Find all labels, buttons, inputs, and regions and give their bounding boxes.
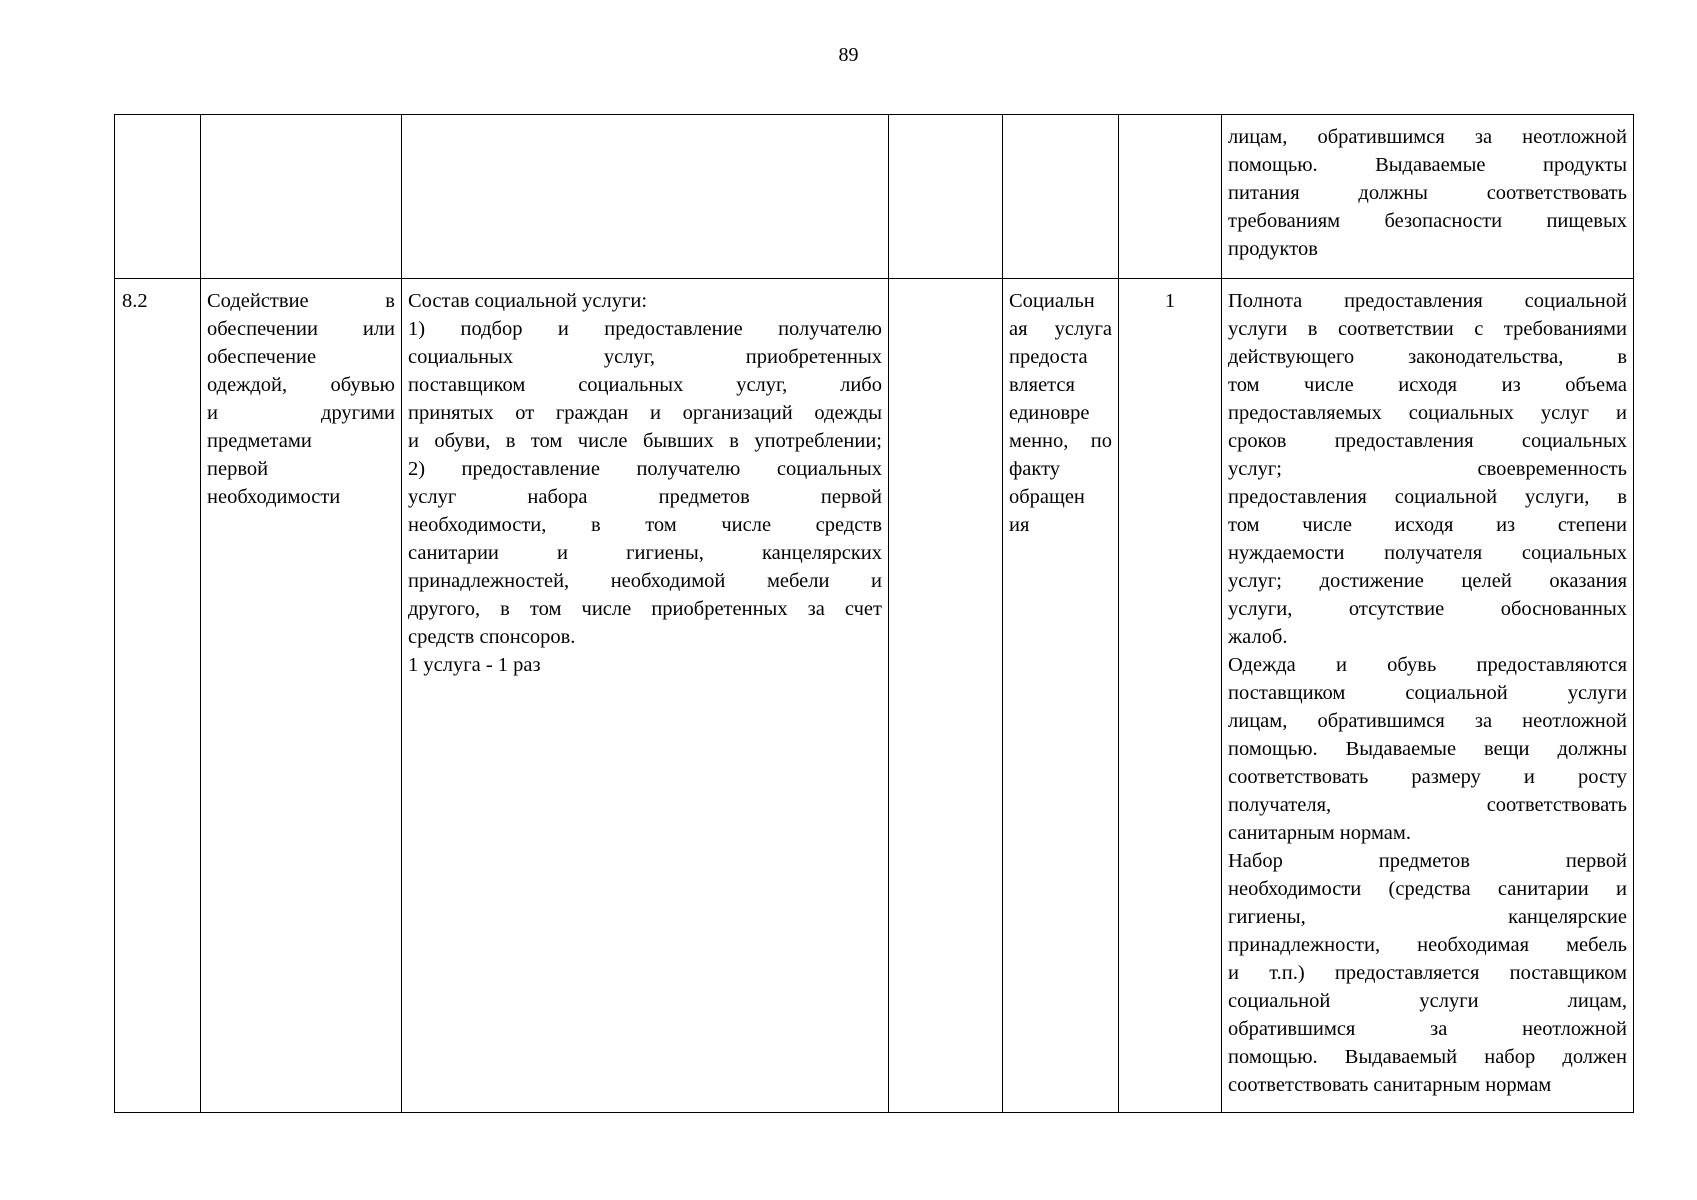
cell-quality-criteria bbox=[1222, 115, 1634, 279]
text-line: 1 услуга - 1 раз bbox=[408, 654, 541, 676]
text-line: поставщиком социальной услуги bbox=[1228, 682, 1627, 704]
text-line: средств спонсоров. bbox=[408, 626, 576, 648]
text-line: одеждой, обувью bbox=[207, 374, 395, 396]
text-line: социальных услуг, приобретенных bbox=[408, 346, 882, 368]
cell-empty bbox=[889, 279, 1003, 1113]
text-line: лицам, обратившимся за неотложной bbox=[1228, 710, 1627, 732]
text-line: том числе исходя из объема bbox=[1228, 374, 1627, 396]
services-table bbox=[114, 114, 1634, 1113]
text-line: питания должны соответствовать bbox=[1228, 182, 1627, 204]
text-line: принятых от граждан и организаций одежды bbox=[408, 402, 882, 424]
text-line: услуг; достижение целей оказания bbox=[1228, 570, 1627, 592]
text-line: помощью. Выдаваемые продукты bbox=[1228, 154, 1627, 176]
text-line: Полнота предоставления социальной bbox=[1228, 290, 1627, 312]
cell-quantity bbox=[1119, 279, 1222, 1113]
text-line: необходимости (средства санитарии и bbox=[1228, 878, 1627, 900]
text-line: поставщиком социальных услуг, либо bbox=[408, 374, 882, 396]
text-line: первой bbox=[207, 458, 269, 480]
text-line: предоставляемых социальных услуг и bbox=[1228, 402, 1627, 424]
text-line: услуг набора предметов первой bbox=[408, 486, 882, 508]
text-line: услуги в соответствии с требованиями bbox=[1228, 318, 1627, 340]
text-line: том числе исходя из степени bbox=[1228, 514, 1627, 536]
cell-service-name bbox=[201, 279, 402, 1113]
text-line: предоста bbox=[1009, 346, 1088, 368]
text-line: 1) подбор и предоставление получателю bbox=[408, 318, 882, 340]
text-line: предоставления социальной услуги, в bbox=[1228, 486, 1627, 508]
text-line: ая услуга bbox=[1009, 318, 1112, 340]
text-line: сроков предоставления социальных bbox=[1228, 430, 1627, 452]
text-line: Состав социальной услуги: bbox=[408, 290, 648, 312]
cell-provision-term bbox=[1003, 115, 1119, 279]
text-line: и т.п.) предоставляется поставщиком bbox=[1228, 962, 1627, 984]
cell-number bbox=[115, 279, 201, 1113]
text-line: соответствовать размеру и росту bbox=[1228, 766, 1627, 788]
text-line: единовре bbox=[1009, 402, 1090, 424]
text-line: обеспечении или bbox=[207, 318, 395, 340]
cell-service-content bbox=[402, 279, 889, 1113]
text-line: Набор предметов первой bbox=[1228, 850, 1627, 872]
text-line: социальной услуги лицам, bbox=[1228, 990, 1627, 1012]
text-line: и обуви, в том числе бывших в употреблении; bbox=[408, 430, 882, 452]
table-row bbox=[115, 115, 1634, 279]
text-line: обратившимся за неотложной bbox=[1228, 1018, 1627, 1040]
text-line: обращен bbox=[1009, 486, 1085, 508]
text-line: принадлежности, необходимая мебель bbox=[1228, 934, 1627, 956]
text-line: необходимости, в том числе средств bbox=[408, 514, 882, 536]
text-line: Одежда и обувь предоставляются bbox=[1228, 654, 1627, 676]
cell-quantity bbox=[1119, 115, 1222, 279]
text-line: Содействие в bbox=[207, 290, 395, 312]
text-line: менно, по bbox=[1009, 430, 1112, 452]
text-line: другого, в том числе приобретенных за счет bbox=[408, 598, 882, 620]
cell-number bbox=[115, 115, 201, 279]
text-line: услуг; своевременность bbox=[1228, 458, 1627, 480]
cell-provision-term bbox=[1003, 279, 1119, 1113]
text-line: обеспечение bbox=[207, 346, 317, 368]
text-line: требованиям безопасности пищевых bbox=[1228, 210, 1627, 232]
text-line: продуктов bbox=[1228, 238, 1318, 260]
text-line: услуги, отсутствие обоснованных bbox=[1228, 598, 1627, 620]
cell-quality-criteria bbox=[1222, 279, 1634, 1113]
text-line: гигиены, канцелярские bbox=[1228, 906, 1627, 928]
text-line: соответствовать санитарным нормам bbox=[1228, 1074, 1552, 1096]
text-line: санитарным нормам. bbox=[1228, 822, 1411, 844]
text-line: предметами bbox=[207, 430, 312, 452]
text-line: санитарии и гигиены, канцелярских bbox=[408, 542, 882, 564]
text-line: лицам, обратившимся за неотложной bbox=[1228, 126, 1627, 148]
quantity-value: 1 bbox=[1164, 290, 1176, 312]
table-row bbox=[115, 279, 1634, 1113]
text-line: помощью. Выдаваемый набор должен bbox=[1228, 1046, 1627, 1068]
text-line: жалоб. bbox=[1228, 626, 1288, 648]
page-number: 89 bbox=[838, 44, 859, 66]
text-line: действующего законодательства, в bbox=[1228, 346, 1627, 368]
text-line: факту bbox=[1009, 458, 1061, 480]
text-line: получателя, соответствовать bbox=[1228, 794, 1627, 816]
text-line: помощью. Выдаваемые вещи должны bbox=[1228, 738, 1627, 760]
text-line: ия bbox=[1009, 514, 1030, 536]
row-number: 8.2 bbox=[122, 290, 148, 312]
cell-service-name bbox=[201, 115, 402, 279]
text-line: Социальн bbox=[1009, 290, 1095, 312]
text-line: 2) предоставление получателю социальных bbox=[408, 458, 882, 480]
text-line: и другими bbox=[207, 402, 395, 424]
cell-service-content bbox=[402, 115, 889, 279]
text-line: принадлежностей, необходимой мебели и bbox=[408, 570, 882, 592]
text-line: нуждаемости получателя социальных bbox=[1228, 542, 1627, 564]
text-line: вляется bbox=[1009, 374, 1075, 396]
text-line: необходимости bbox=[207, 486, 341, 508]
cell-empty bbox=[889, 115, 1003, 279]
